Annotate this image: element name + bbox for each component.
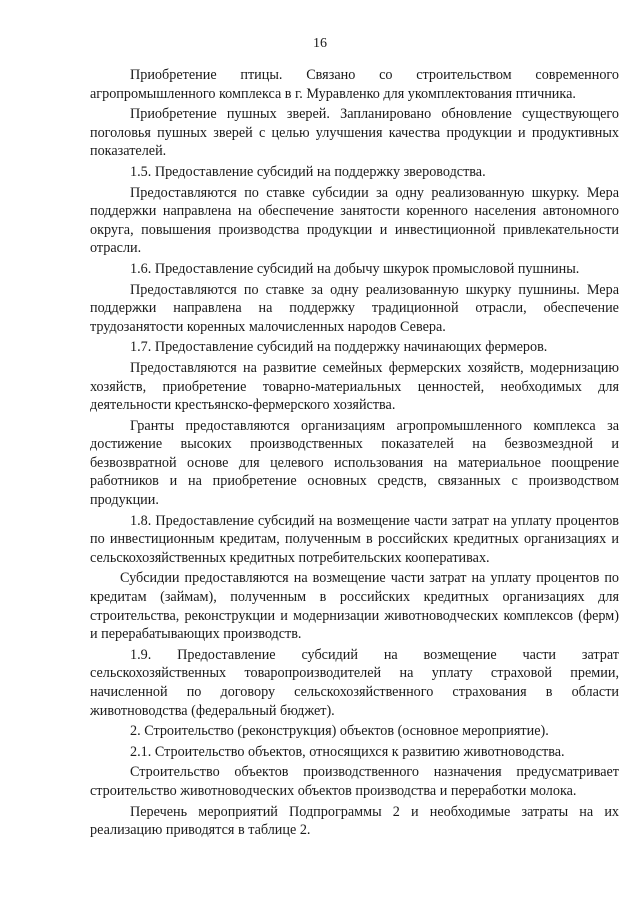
paragraph-1-5: Предоставляются по ставке субсидии за одну реализованную шкурку. Мера поддержки направлена на обеспечение занятости коренного населения автономного округа, повышения производства продукции и инвестиционной привлекательности отрасли. xyxy=(90,184,619,257)
heading-1-6: 1.6. Предоставление субсидий на добычу шкурок промысловой пушнины. xyxy=(130,260,580,277)
document-body xyxy=(90,66,619,840)
heading-1-9: 1.9. Предоставление субсидий на возмещение части затрат сельскохозяйственных товаропроизводителей на уплату страховой премии, начисленной по договору сельскохозяйственного страхования в области животноводства (федеральный бюджет). xyxy=(90,646,619,719)
paragraph-1-6: Предоставляются по ставке за одну реализованную шкурку пушнины. Мера поддержки направлена на поддержку традиционной отрасли, обеспечение трудозанятости коренных малочисленных народов Севера. xyxy=(90,281,619,335)
paragraph-fur-animals: Приобретение пушных зверей. Запланировано обновление существующего поголовья пушных зверей с целью улучшения качества продукции и продуктивных показателей. xyxy=(90,106,619,160)
heading-1-8: 1.8. Предоставление субсидий на возмещение части затрат на уплату процентов по инвестиционным кредитам, полученным в российских кредитных организациях и сельскохозяйственных кредитных потребительских кооперативах. xyxy=(90,512,619,566)
paragraph-poultry: Приобретение птицы. Связано со строительством современного агропромышленного комплекса в г. Муравленко для укомплектования птичника. xyxy=(90,67,619,102)
paragraph-1-7: Предоставляются на развитие семейных фермерских хозяйств, модернизацию хозяйств, приобретение товарно-материальных ценностей, необходимых для деятельности крестьянско-фермерского хозяйства. xyxy=(90,359,619,414)
heading-1-5: 1.5. Предоставление субсидий на поддержку звероводства. xyxy=(130,163,486,180)
paragraph-2-1: Строительство объектов производственного назначения предусматривает строительство животноводческих объектов производства и переработки молока. xyxy=(90,764,619,799)
heading-1-7: 1.7. Предоставление субсидий на поддержку начинающих фермеров. xyxy=(130,339,548,356)
heading-2: 2. Строительство (реконструкция) объектов (основное мероприятие). xyxy=(130,723,549,740)
paragraph-table-reference: Перечень мероприятий Подпрограммы 2 и необходимые затраты на их реализацию приводятся в таблице 2. xyxy=(90,803,619,839)
page-number: 16 xyxy=(313,36,327,51)
paragraph-grants: Гранты предоставляются организациям агропромышленного комплекса за достижение высоких производственных показателей на безвозмездной и безвозвратной основе для целевого использования на материальное поощрение работников и на приобретение основных средств, связанных с производством продукции. xyxy=(90,417,619,509)
paragraph-1-8: Субсидии предоставляются на возмещение части затрат на уплату процентов по кредитам (займам), полученным в российских кредитных организациях для строительства, реконструкции и модернизации животноводческих комплексов (ферм) и перерабатывающих производств. xyxy=(90,570,619,643)
heading-2-1: 2.1. Строительство объектов, относящихся к развитию животноводства. xyxy=(130,743,565,760)
